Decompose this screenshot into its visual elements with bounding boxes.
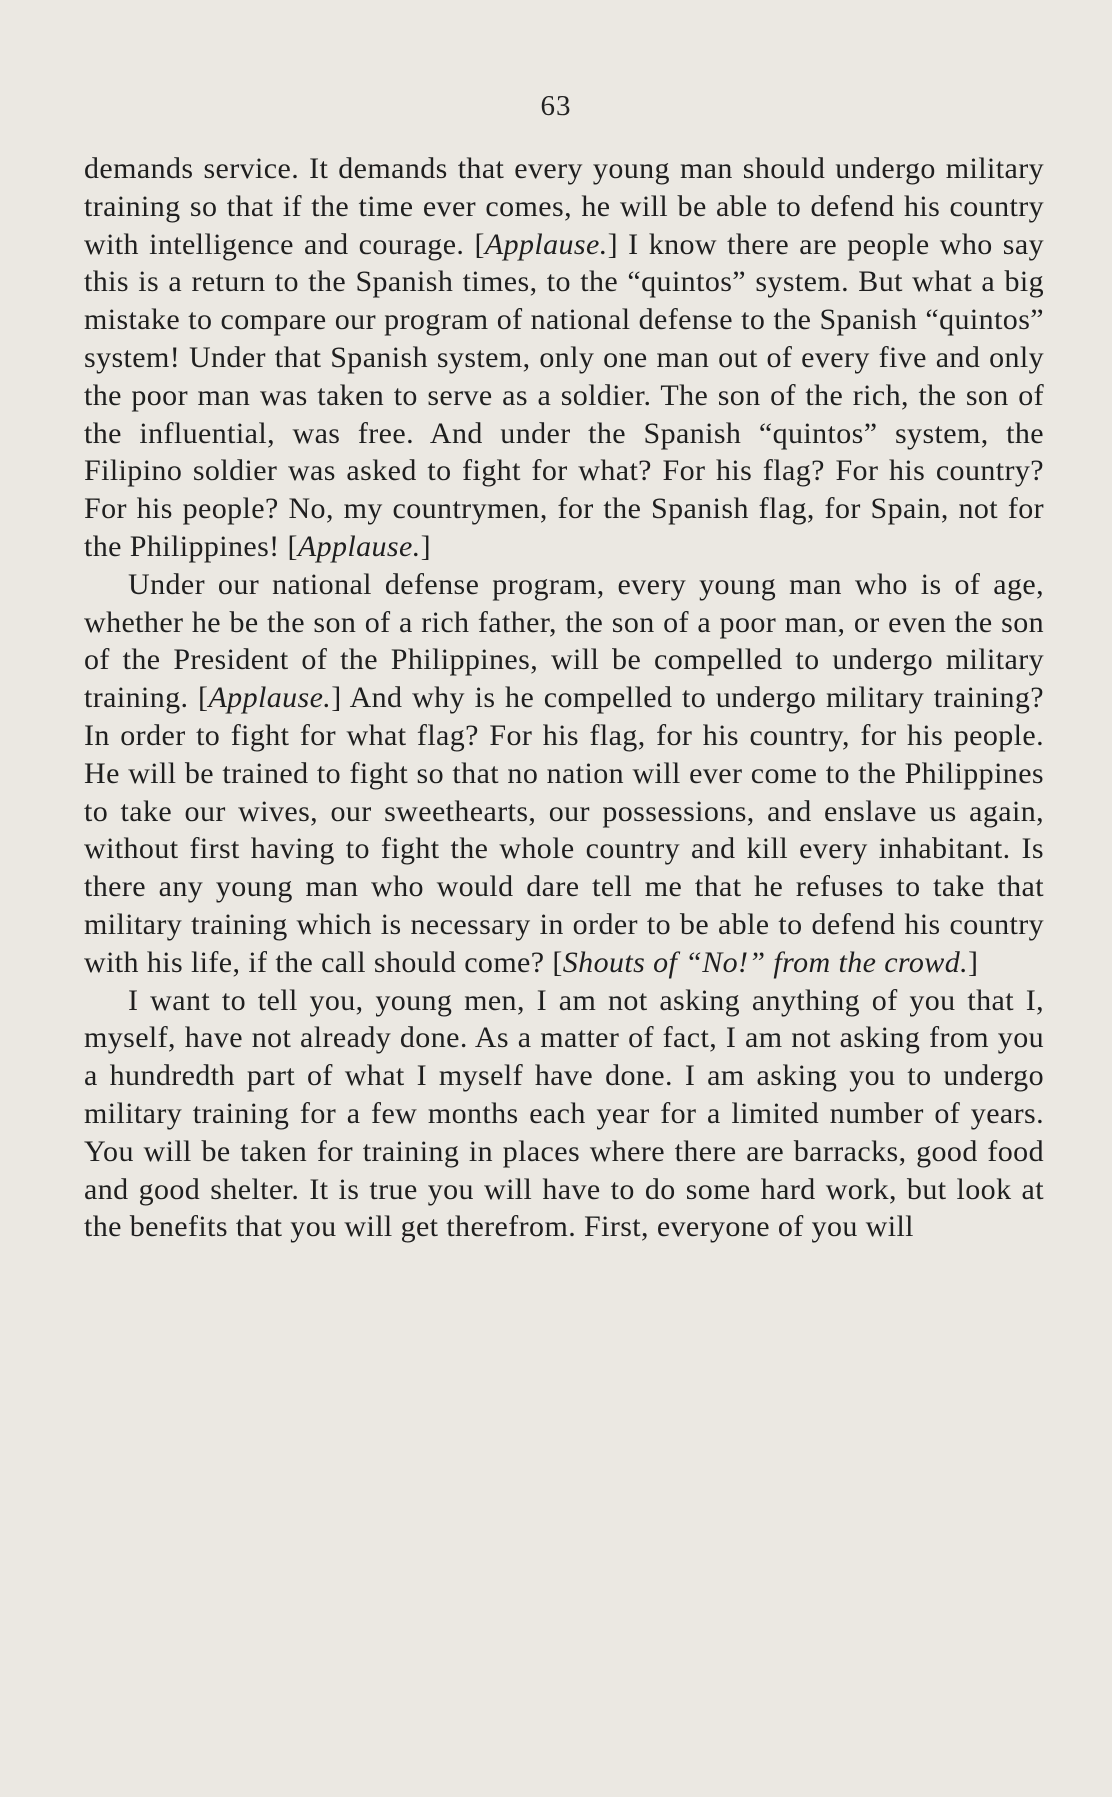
paragraph-1 [84, 150, 1044, 566]
text-segment: Under our national defense program, every young man who is of age, whether he be the son of a rich father, the son of a poor man, or even the son of the President of the Philippines, will be compelled to undergo military training. [ [84, 567, 1044, 715]
body-text [84, 150, 1044, 1246]
text-segment: demands service. It demands that every young man should undergo military training so that if the time ever comes, he will be able to defend his country with intelligence and courage. [ [84, 152, 1044, 261]
text-segment: ] I know there are people who say this is a return to the Spanish times, to the “quintos” system. But what a big mistake to compare our program of national defense to the Spanish “quintos” system! Under that Spanish system, only one man out of every five and only the poor man was taken to serve as a soldier. The son of the rich, the son of the influential, was free. And under the Spanish “quintos” system, the Filipino soldier was asked to fight for what? For his flag? For his country? For his people? No, my countrymen, for the Spanish flag, for Spain, not for the Philippines! [ [84, 227, 1044, 563]
stage-direction: Applause. [484, 227, 608, 261]
stage-direction: Shouts of “No!” from the crowd. [562, 945, 968, 979]
text-segment: ] [968, 945, 979, 979]
paragraph-3 [84, 982, 1044, 1247]
page-number: 63 [540, 90, 572, 122]
stage-direction: Applause. [297, 529, 421, 563]
text-segment: ] And why is he compelled to undergo military training? In order to fight for what flag? For his flag, for his country, for his people. He will be trained to fight so that no nation will ever come to the Philippines to take our wives, our sweethearts, our possessions, and enslave us again, without first having to fight the whole country and kill every inhabitant. Is there any young man who would dare tell me that he refuses to take that military training which is necessary in order to be able to defend his country with his life, if the call should come? [ [84, 681, 1045, 979]
paragraph-2 [84, 566, 1044, 982]
text-segment: I want to tell you, young men, I am not asking anything of you that I, myself, have not already done. As a matter of fact, I am not asking from you a hundredth part of what I myself have done. I am asking you to undergo military training for a few months each year for a limited number of years. You will be taken for training in places where there are barracks, good food and good shelter. It is true you will have to do some hard work, but look at the benefits that you will get therefrom. First, everyone of you will [84, 983, 1044, 1244]
text-segment: ] [420, 529, 432, 563]
stage-direction: Applause. [208, 681, 332, 715]
